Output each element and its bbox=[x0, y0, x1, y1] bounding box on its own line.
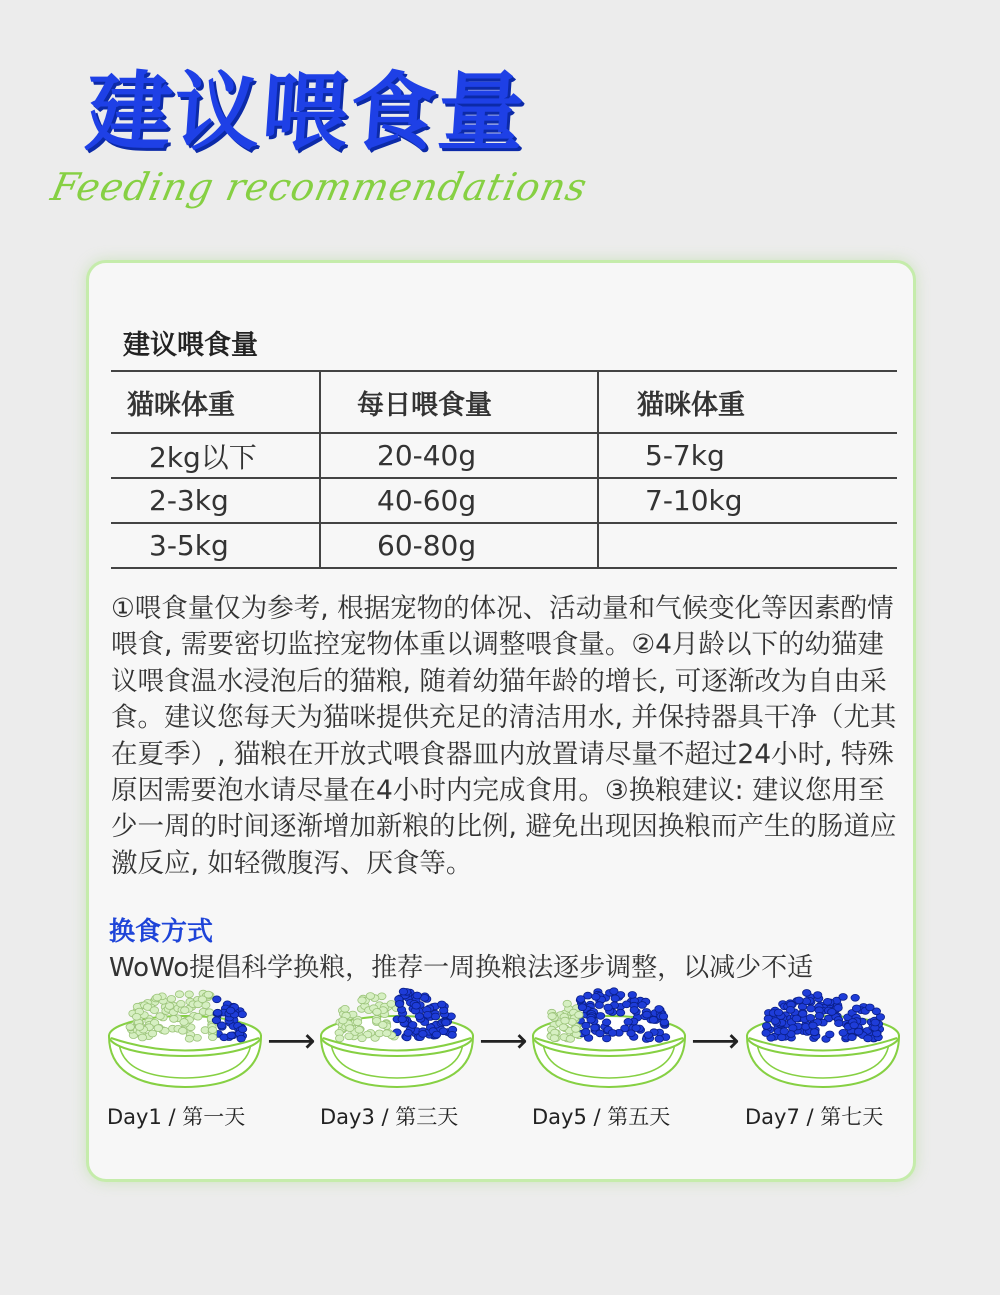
switch-heading: 换食方式 bbox=[109, 917, 214, 947]
bowl-steps bbox=[105, 981, 905, 1161]
step-label: Day1 / 第一天 bbox=[107, 1105, 246, 1129]
arrow-right-icon: ⟶ bbox=[267, 1021, 316, 1061]
step-label: Day5 / 第五天 bbox=[532, 1105, 671, 1129]
bowl-icon bbox=[317, 981, 477, 1091]
step-label: Day3 / 第三天 bbox=[320, 1105, 459, 1129]
table-cell: 60-80g bbox=[320, 523, 598, 568]
page-subtitle: Feeding recommendations bbox=[47, 165, 592, 209]
feeding-table bbox=[111, 370, 897, 569]
arrow-right-icon: ⟶ bbox=[691, 1021, 740, 1061]
arrow-right-icon: ⟶ bbox=[479, 1021, 528, 1061]
switch-description: WoWo提倡科学换粮，推荐一周换粮法逐步调整，以减少不适 bbox=[109, 953, 814, 983]
table-cell: 20-40g bbox=[320, 433, 598, 478]
table-cell: 3-5kg bbox=[111, 523, 320, 568]
table-row bbox=[111, 433, 897, 478]
header-daily-amount: 每日喂食量 bbox=[320, 371, 598, 433]
table-row bbox=[111, 523, 897, 568]
feeding-card bbox=[86, 260, 916, 1182]
table-cell: 7-10kg bbox=[598, 478, 897, 523]
feeding-notes: ①喂食量仅为参考, 根据宠物的体况、活动量和气候变化等因素酌情喂食, 需要密切监控宠物体重以调整喂食量。②4月龄以下的幼猫建议喂食温水浸泡后的猫粮, 随着幼猫年龄的增长, 可逐渐改为自由采食。建议您每天为猫咪提供充足的清洁用水, 并保持器具干净（尤其在夏季）, 猫粮在开放式喂食器皿内放置请尽量不超过24小时, 特殊原因需要泡水请尽量在4小时内完成食用。③换粮建议: 建议您用至少一周的时间逐渐增加新粮的比例, 避免出现因换粮而产生的肠道应激反应, 如轻微腹泻、厌食等。 bbox=[111, 593, 897, 879]
table-cell: 5-7kg bbox=[598, 433, 897, 478]
bowl-icon bbox=[743, 981, 903, 1091]
header-cat-weight-2: 猫咪体重 bbox=[598, 371, 897, 433]
card-heading: 建议喂食量 bbox=[123, 330, 258, 361]
table-cell bbox=[598, 523, 897, 568]
bowl-icon bbox=[105, 981, 265, 1091]
step-label: Day7 / 第七天 bbox=[745, 1105, 884, 1129]
table-row bbox=[111, 478, 897, 523]
page-title: 建议喂食量 bbox=[82, 63, 530, 163]
table-cell: 2-3kg bbox=[111, 478, 320, 523]
bowl-icon bbox=[529, 981, 689, 1091]
table-header-row bbox=[111, 371, 897, 433]
table-cell: 2kg以下 bbox=[111, 433, 320, 478]
header-cat-weight: 猫咪体重 bbox=[111, 371, 320, 433]
table-cell: 40-60g bbox=[320, 478, 598, 523]
